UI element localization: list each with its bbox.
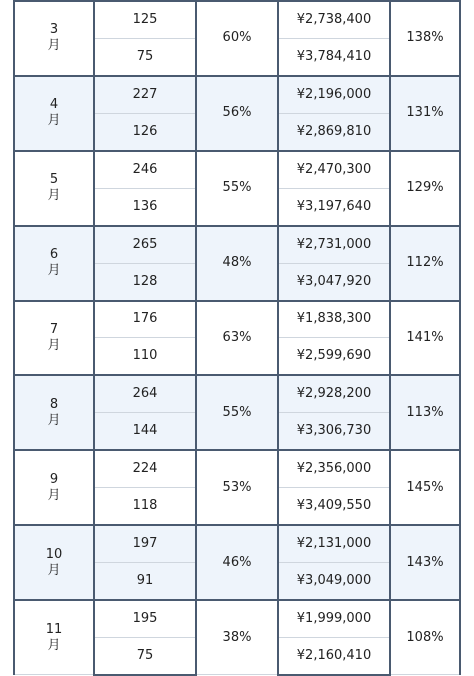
amount-upper-cell: ¥1,999,000	[278, 600, 390, 637]
month-number: 10	[45, 546, 63, 562]
month-row-top	[14, 226, 460, 263]
count-upper-cell: 195	[94, 600, 196, 637]
month-unit: 月	[47, 412, 61, 428]
count-lower-cell: 126	[94, 113, 196, 150]
rate-cell: 56%	[196, 76, 278, 151]
month-number: 3	[49, 22, 59, 38]
ratio-cell: 112%	[390, 226, 460, 301]
month-unit: 月	[47, 263, 61, 279]
amount-lower-cell: ¥2,599,690	[278, 338, 390, 375]
amount-lower-cell: ¥3,306,730	[278, 413, 390, 450]
month-cell	[14, 76, 94, 151]
count-lower-cell: 75	[94, 38, 196, 75]
count-lower-cell: 110	[94, 338, 196, 375]
ratio-cell: 145%	[390, 450, 460, 525]
count-upper-cell: 125	[94, 1, 196, 38]
month-cell	[14, 301, 94, 376]
count-lower-cell: 118	[94, 488, 196, 525]
count-lower-cell: 136	[94, 188, 196, 225]
rate-cell: 60%	[196, 1, 278, 76]
ratio-cell: 131%	[390, 76, 460, 151]
rate-cell: 55%	[196, 151, 278, 226]
count-lower-cell: 75	[94, 637, 196, 674]
amount-upper-cell: ¥2,196,000	[278, 76, 390, 113]
month-row-top	[14, 301, 460, 338]
month-unit: 月	[47, 637, 61, 653]
count-upper-cell: 176	[94, 301, 196, 338]
amount-upper-cell: ¥2,731,000	[278, 226, 390, 263]
rate-cell: 38%	[196, 600, 278, 675]
month-row-top	[14, 151, 460, 188]
count-upper-cell: 265	[94, 226, 196, 263]
rate-cell: 48%	[196, 226, 278, 301]
month-cell	[14, 226, 94, 301]
month-row-top	[14, 1, 460, 38]
count-upper-cell: 227	[94, 76, 196, 113]
month-row-top	[14, 525, 460, 562]
month-unit: 月	[47, 337, 61, 353]
month-unit: 月	[47, 562, 61, 578]
amount-upper-cell: ¥2,738,400	[278, 1, 390, 38]
month-number: 9	[49, 471, 59, 487]
month-unit: 月	[47, 188, 61, 204]
amount-lower-cell: ¥3,784,410	[278, 38, 390, 75]
month-number: 4	[49, 97, 59, 113]
monthly-data-table	[13, 0, 461, 676]
rate-cell: 53%	[196, 450, 278, 525]
month-cell	[14, 151, 94, 226]
month-number: 11	[45, 621, 63, 637]
amount-upper-cell: ¥1,838,300	[278, 301, 390, 338]
month-row-top	[14, 375, 460, 412]
month-unit: 月	[47, 113, 61, 129]
month-unit: 月	[47, 487, 61, 503]
month-row-top	[14, 450, 460, 487]
month-number: 8	[49, 396, 59, 412]
amount-lower-cell: ¥3,409,550	[278, 488, 390, 525]
ratio-cell: 138%	[390, 1, 460, 76]
month-cell	[14, 525, 94, 600]
month-row-top	[14, 76, 460, 113]
ratio-cell: 113%	[390, 375, 460, 450]
month-cell	[14, 1, 94, 76]
month-unit: 月	[47, 38, 61, 54]
month-number: 7	[49, 321, 59, 337]
month-cell	[14, 450, 94, 525]
count-lower-cell: 128	[94, 263, 196, 300]
month-row-top	[14, 600, 460, 637]
amount-lower-cell: ¥2,869,810	[278, 113, 390, 150]
amount-upper-cell: ¥2,356,000	[278, 450, 390, 487]
ratio-cell: 141%	[390, 301, 460, 376]
amount-upper-cell: ¥2,928,200	[278, 375, 390, 412]
ratio-cell: 143%	[390, 525, 460, 600]
month-number: 6	[49, 247, 59, 263]
count-upper-cell: 197	[94, 525, 196, 562]
amount-lower-cell: ¥3,197,640	[278, 188, 390, 225]
table-body	[14, 1, 460, 675]
amount-lower-cell: ¥2,160,410	[278, 637, 390, 674]
count-lower-cell: 144	[94, 413, 196, 450]
month-cell	[14, 600, 94, 675]
count-upper-cell: 246	[94, 151, 196, 188]
amount-upper-cell: ¥2,470,300	[278, 151, 390, 188]
amount-lower-cell: ¥3,049,000	[278, 563, 390, 600]
ratio-cell: 129%	[390, 151, 460, 226]
count-upper-cell: 224	[94, 450, 196, 487]
rate-cell: 63%	[196, 301, 278, 376]
rate-cell: 55%	[196, 375, 278, 450]
amount-lower-cell: ¥3,047,920	[278, 263, 390, 300]
ratio-cell: 108%	[390, 600, 460, 675]
count-lower-cell: 91	[94, 563, 196, 600]
amount-upper-cell: ¥2,131,000	[278, 525, 390, 562]
count-upper-cell: 264	[94, 375, 196, 412]
month-number: 5	[49, 172, 59, 188]
rate-cell: 46%	[196, 525, 278, 600]
month-cell	[14, 375, 94, 450]
